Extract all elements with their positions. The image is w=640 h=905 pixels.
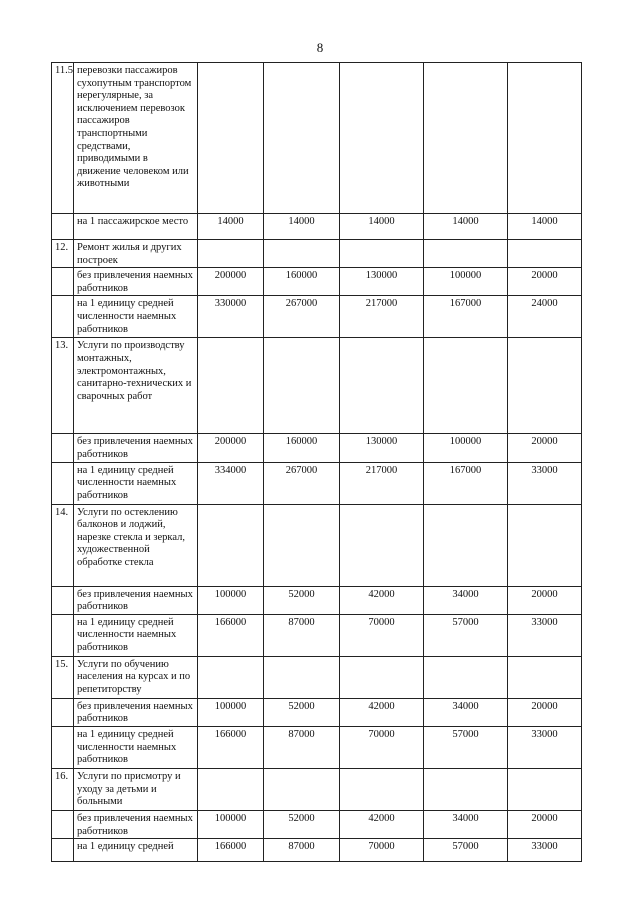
- row-label: на 1 единицу средней численности наемных работников: [74, 726, 198, 768]
- value-cell: 34000: [424, 810, 508, 838]
- value-cell: 334000: [198, 462, 264, 504]
- value-cell: 42000: [340, 698, 424, 726]
- value-cell: [264, 504, 340, 586]
- value-cell: 57000: [424, 839, 508, 862]
- value-cell: 33000: [508, 726, 582, 768]
- value-cell: [340, 338, 424, 434]
- value-cell: 57000: [424, 614, 508, 656]
- table-row: [52, 240, 582, 268]
- table-row: [52, 810, 582, 838]
- table-row: [52, 656, 582, 698]
- value-cell: 160000: [264, 268, 340, 296]
- row-number: [52, 810, 74, 838]
- value-cell: 14000: [340, 214, 424, 240]
- value-cell: [198, 63, 264, 214]
- value-cell: 34000: [424, 586, 508, 614]
- value-cell: 52000: [264, 698, 340, 726]
- value-cell: 100000: [424, 434, 508, 462]
- value-cell: [508, 504, 582, 586]
- value-cell: 20000: [508, 810, 582, 838]
- value-cell: 24000: [508, 296, 582, 338]
- value-cell: [264, 768, 340, 810]
- row-label: на 1 единицу средней численности наемных работников: [74, 614, 198, 656]
- value-cell: 217000: [340, 462, 424, 504]
- row-number: 11.5: [52, 63, 74, 214]
- value-cell: [424, 768, 508, 810]
- value-cell: 166000: [198, 839, 264, 862]
- value-cell: 20000: [508, 434, 582, 462]
- value-cell: 57000: [424, 726, 508, 768]
- table-row: [52, 434, 582, 462]
- value-cell: [340, 768, 424, 810]
- value-cell: [424, 338, 508, 434]
- value-cell: 20000: [508, 586, 582, 614]
- value-cell: 42000: [340, 810, 424, 838]
- row-number: 15.: [52, 656, 74, 698]
- value-cell: [340, 240, 424, 268]
- value-cell: 330000: [198, 296, 264, 338]
- row-number: [52, 296, 74, 338]
- table-row: [52, 839, 582, 862]
- row-number: 16.: [52, 768, 74, 810]
- value-cell: [264, 63, 340, 214]
- row-label: без привлечения наемных работников: [74, 586, 198, 614]
- value-cell: 167000: [424, 296, 508, 338]
- value-cell: 14000: [264, 214, 340, 240]
- value-cell: [508, 338, 582, 434]
- value-cell: [508, 63, 582, 214]
- value-cell: 267000: [264, 462, 340, 504]
- value-cell: 166000: [198, 726, 264, 768]
- value-cell: [264, 338, 340, 434]
- value-cell: 14000: [198, 214, 264, 240]
- value-cell: [198, 338, 264, 434]
- value-cell: [340, 504, 424, 586]
- value-cell: [508, 768, 582, 810]
- value-cell: [340, 656, 424, 698]
- row-number: 12.: [52, 240, 74, 268]
- value-cell: [424, 240, 508, 268]
- value-cell: 70000: [340, 726, 424, 768]
- row-label: Услуги по присмотру и уходу за детьми и больными: [74, 768, 198, 810]
- value-cell: 14000: [508, 214, 582, 240]
- table-row: [52, 614, 582, 656]
- value-cell: 100000: [198, 586, 264, 614]
- value-cell: 42000: [340, 586, 424, 614]
- value-cell: 34000: [424, 698, 508, 726]
- value-cell: 130000: [340, 268, 424, 296]
- row-label: Услуги по производству монтажных, электромонтажных, санитарно-технических и сварочных работ: [74, 338, 198, 434]
- row-number: [52, 698, 74, 726]
- value-cell: 100000: [424, 268, 508, 296]
- table-row: [52, 586, 582, 614]
- value-cell: 160000: [264, 434, 340, 462]
- rates-table: [51, 62, 582, 862]
- row-number: [52, 839, 74, 862]
- value-cell: 166000: [198, 614, 264, 656]
- value-cell: 267000: [264, 296, 340, 338]
- table-row: [52, 698, 582, 726]
- table-row: [52, 268, 582, 296]
- row-label: без привлечения наемных работников: [74, 268, 198, 296]
- value-cell: [424, 63, 508, 214]
- table-row: [52, 726, 582, 768]
- table-row: [52, 296, 582, 338]
- row-label: без привлечения наемных работников: [74, 698, 198, 726]
- table-row: [52, 462, 582, 504]
- value-cell: 52000: [264, 586, 340, 614]
- table-body: [52, 63, 582, 862]
- value-cell: [198, 240, 264, 268]
- value-cell: 200000: [198, 268, 264, 296]
- value-cell: 87000: [264, 839, 340, 862]
- table-row: [52, 768, 582, 810]
- value-cell: [508, 656, 582, 698]
- row-label: без привлечения наемных работников: [74, 810, 198, 838]
- page-number: 8: [316, 40, 324, 55]
- value-cell: [340, 63, 424, 214]
- value-cell: 200000: [198, 434, 264, 462]
- value-cell: 14000: [424, 214, 508, 240]
- value-cell: [424, 656, 508, 698]
- value-cell: 52000: [264, 810, 340, 838]
- row-number: 14.: [52, 504, 74, 586]
- value-cell: [264, 656, 340, 698]
- value-cell: [198, 656, 264, 698]
- value-cell: 33000: [508, 839, 582, 862]
- table-row: [52, 63, 582, 214]
- row-label: на 1 единицу средней численности наемных работников: [74, 296, 198, 338]
- value-cell: 20000: [508, 268, 582, 296]
- row-label: Услуги по остеклению балконов и лоджий, нарезке стекла и зеркал, художественной обработке стекла: [74, 504, 198, 586]
- value-cell: 70000: [340, 839, 424, 862]
- row-number: [52, 586, 74, 614]
- row-number: 13.: [52, 338, 74, 434]
- value-cell: 87000: [264, 726, 340, 768]
- value-cell: 100000: [198, 698, 264, 726]
- row-number: [52, 462, 74, 504]
- row-label: перевозки пассажиров сухопутным транспортом нерегулярные, за исключением перевозок пассажиров транспортными средствами, приводимыми в движение человеком или животными: [74, 63, 198, 214]
- value-cell: 33000: [508, 462, 582, 504]
- row-number: [52, 726, 74, 768]
- value-cell: [508, 240, 582, 268]
- value-cell: [264, 240, 340, 268]
- row-number: [52, 614, 74, 656]
- value-cell: 70000: [340, 614, 424, 656]
- row-label: на 1 единицу средней численности наемных работников: [74, 462, 198, 504]
- value-cell: 87000: [264, 614, 340, 656]
- value-cell: [198, 768, 264, 810]
- row-number: [52, 268, 74, 296]
- value-cell: 130000: [340, 434, 424, 462]
- value-cell: 100000: [198, 810, 264, 838]
- value-cell: 217000: [340, 296, 424, 338]
- table-row: [52, 214, 582, 240]
- table-row: [52, 504, 582, 586]
- row-label: на 1 пассажирское место: [74, 214, 198, 240]
- row-label: Ремонт жилья и других построек: [74, 240, 198, 268]
- row-label: Услуги по обучению населения на курсах и по репетиторству: [74, 656, 198, 698]
- row-number: [52, 214, 74, 240]
- table-row: [52, 338, 582, 434]
- value-cell: 33000: [508, 614, 582, 656]
- value-cell: 20000: [508, 698, 582, 726]
- value-cell: [424, 504, 508, 586]
- row-label: без привлечения наемных работников: [74, 434, 198, 462]
- value-cell: 167000: [424, 462, 508, 504]
- row-number: [52, 434, 74, 462]
- value-cell: [198, 504, 264, 586]
- row-label: на 1 единицу средней: [74, 839, 198, 862]
